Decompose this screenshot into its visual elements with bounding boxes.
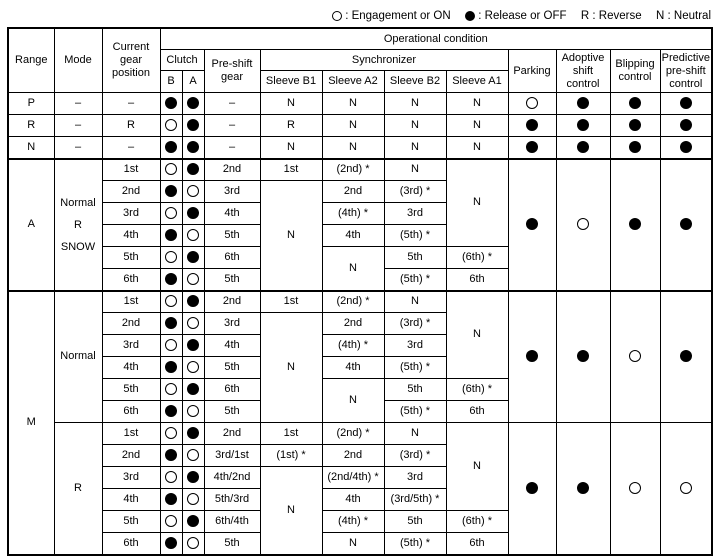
- filled-circle-icon: [165, 449, 177, 461]
- adaptive-cell: [556, 291, 610, 423]
- clutch-a-cell: [182, 291, 204, 313]
- preshift-cell: 5th: [204, 533, 260, 555]
- legend-reverse: R : Reverse: [580, 10, 642, 22]
- clutch-a-cell: [182, 357, 204, 379]
- open-circle-icon: [165, 119, 177, 131]
- sleeve-a2-cell: (2nd) *: [322, 159, 384, 181]
- clutch-a-cell: [182, 467, 204, 489]
- open-circle-icon: [187, 405, 199, 417]
- filled-circle-icon: [165, 185, 177, 197]
- sleeve-b2-cell: N: [384, 291, 446, 313]
- clutch-a-cell: [182, 445, 204, 467]
- open-circle-icon: [187, 361, 199, 373]
- sleeve-a1-cell: (6th) *: [446, 511, 508, 533]
- filled-circle-icon: [577, 119, 589, 131]
- header-predictive: Predictive pre-shift control: [660, 50, 712, 93]
- clutch-b-cell: [160, 203, 182, 225]
- clutch-b-cell: [160, 401, 182, 423]
- sleeve-a2-cell: N: [322, 379, 384, 423]
- clutch-b-cell: [160, 247, 182, 269]
- filled-circle-icon: [187, 383, 199, 395]
- filled-circle-icon: [187, 295, 199, 307]
- blipping-cell: [610, 137, 660, 159]
- preshift-cell: –: [204, 137, 260, 159]
- filled-circle-icon: [187, 339, 199, 351]
- filled-circle-icon: [526, 119, 538, 131]
- open-circle-icon: [165, 383, 177, 395]
- gear-cell: 1st: [102, 159, 160, 181]
- clutch-b-cell: [160, 511, 182, 533]
- blipping-cell: [610, 159, 660, 291]
- mode-cell: –: [54, 93, 102, 115]
- sleeve-b2-cell: (5th) *: [384, 357, 446, 379]
- clutch-a-cell: [182, 423, 204, 445]
- sleeve-a1-cell: 6th: [446, 269, 508, 291]
- header-sleeve-b2: Sleeve B2: [384, 71, 446, 93]
- gear-cell: 2nd: [102, 313, 160, 335]
- legend: [332, 8, 711, 24]
- sleeve-a2-cell: (2nd/4th) *: [322, 467, 384, 489]
- table-row: [8, 423, 712, 445]
- mode-cell: –: [54, 137, 102, 159]
- header-parking: Parking: [508, 50, 556, 93]
- filled-circle-icon: [577, 482, 589, 494]
- clutch-b-cell: [160, 489, 182, 511]
- filled-circle-icon: [680, 141, 692, 153]
- open-circle-icon: [187, 185, 199, 197]
- filled-circle-icon: [187, 207, 199, 219]
- sleeve-b2-cell: (3rd) *: [384, 445, 446, 467]
- table-row: [8, 291, 712, 313]
- sleeve-a2-cell: (4th) *: [322, 335, 384, 357]
- filled-circle-icon: [187, 427, 199, 439]
- clutch-b-cell: [160, 93, 182, 115]
- sleeve-b2-cell: N: [384, 93, 446, 115]
- header-mode: Mode: [54, 28, 102, 93]
- sleeve-a1-cell: N: [446, 291, 508, 379]
- range-cell: M: [8, 291, 54, 555]
- sleeve-a2-cell: (4th) *: [322, 511, 384, 533]
- clutch-a-cell: [182, 225, 204, 247]
- open-circle-icon: [629, 482, 641, 494]
- header-preshift: Pre-shift gear: [204, 50, 260, 93]
- sleeve-a1-cell: N: [446, 159, 508, 247]
- sleeve-b2-cell: (5th) *: [384, 533, 446, 555]
- clutch-a-cell: [182, 203, 204, 225]
- gear-cell: 1st: [102, 423, 160, 445]
- open-circle-icon: [165, 251, 177, 263]
- open-circle-icon: [187, 229, 199, 241]
- filled-circle-icon: [680, 97, 692, 109]
- mode-line: SNOW: [60, 240, 96, 253]
- preshift-cell: 6th: [204, 247, 260, 269]
- sleeve-a1-cell: N: [446, 137, 508, 159]
- header-sleeve-b1: Sleeve B1: [260, 71, 322, 93]
- filled-circle-icon: [629, 97, 641, 109]
- clutch-b-cell: [160, 159, 182, 181]
- header-clutch: Clutch: [160, 50, 204, 71]
- filled-circle-icon: [577, 141, 589, 153]
- sleeve-b2-cell: (3rd/5th) *: [384, 489, 446, 511]
- open-circle-icon: [680, 482, 692, 494]
- header-sleeve-a2: Sleeve A2: [322, 71, 384, 93]
- gear-cell: 4th: [102, 225, 160, 247]
- filled-circle-icon: [526, 350, 538, 362]
- blipping-cell: [610, 291, 660, 423]
- sleeve-a1-cell: N: [446, 93, 508, 115]
- preshift-cell: 3rd: [204, 313, 260, 335]
- open-circle-icon: [165, 471, 177, 483]
- sleeve-b1-cell: (1st) *: [260, 445, 322, 467]
- filled-circle-icon: [526, 218, 538, 230]
- predictive-cell: [660, 93, 712, 115]
- preshift-cell: 2nd: [204, 423, 260, 445]
- predictive-cell: [660, 291, 712, 423]
- filled-circle-icon: [629, 141, 641, 153]
- clutch-a-cell: [182, 159, 204, 181]
- sleeve-a1-cell: 6th: [446, 401, 508, 423]
- sleeve-a1-cell: N: [446, 423, 508, 511]
- legend-neutral: N : Neutral: [656, 10, 711, 22]
- clutch-a-cell: [182, 137, 204, 159]
- filled-circle-icon: [165, 361, 177, 373]
- sleeve-a2-cell: N: [322, 247, 384, 291]
- sleeve-a2-cell: (2nd) *: [322, 423, 384, 445]
- open-circle-icon: [165, 515, 177, 527]
- open-circle-icon: [187, 273, 199, 285]
- sleeve-b1-cell: R: [260, 115, 322, 137]
- mode-cell: R: [54, 423, 102, 555]
- clutch-b-cell: [160, 357, 182, 379]
- open-circle-icon: [187, 449, 199, 461]
- sleeve-b1-cell: 1st: [260, 423, 322, 445]
- clutch-a-cell: [182, 181, 204, 203]
- mode-cell: –: [54, 115, 102, 137]
- open-circle-icon: [165, 295, 177, 307]
- gear-cell: 5th: [102, 247, 160, 269]
- blipping-cell: [610, 115, 660, 137]
- filled-circle-icon: [187, 251, 199, 263]
- mode-cell: [54, 159, 102, 291]
- gear-cell: 5th: [102, 511, 160, 533]
- clutch-b-cell: [160, 335, 182, 357]
- sleeve-a1-cell: N: [446, 115, 508, 137]
- filled-circle-icon: [680, 350, 692, 362]
- preshift-cell: –: [204, 93, 260, 115]
- sleeve-b2-cell: N: [384, 159, 446, 181]
- preshift-cell: 4th/2nd: [204, 467, 260, 489]
- open-circle-icon: [629, 350, 641, 362]
- sleeve-b1-cell: N: [260, 137, 322, 159]
- sleeve-a2-cell: 4th: [322, 489, 384, 511]
- clutch-b-cell: [160, 225, 182, 247]
- clutch-a-cell: [182, 313, 204, 335]
- filled-circle-icon: [165, 317, 177, 329]
- table-row: [8, 159, 712, 181]
- preshift-cell: 5th/3rd: [204, 489, 260, 511]
- clutch-a-cell: [182, 247, 204, 269]
- predictive-cell: [660, 137, 712, 159]
- preshift-cell: 5th: [204, 357, 260, 379]
- clutch-b-cell: [160, 379, 182, 401]
- predictive-cell: [660, 423, 712, 555]
- sleeve-a2-cell: 2nd: [322, 181, 384, 203]
- sleeve-a2-cell: 2nd: [322, 445, 384, 467]
- open-circle-icon: [187, 317, 199, 329]
- clutch-a-cell: [182, 489, 204, 511]
- clutch-a-cell: [182, 379, 204, 401]
- clutch-b-cell: [160, 423, 182, 445]
- sleeve-b2-cell: (5th) *: [384, 401, 446, 423]
- sleeve-a2-cell: 2nd: [322, 313, 384, 335]
- mode-line: R: [74, 218, 82, 231]
- header-adaptive: Adoptive shift control: [556, 50, 610, 93]
- gear-cell: –: [102, 93, 160, 115]
- preshift-cell: 5th: [204, 269, 260, 291]
- blipping-cell: [610, 423, 660, 555]
- sleeve-a2-cell: N: [322, 137, 384, 159]
- sleeve-b2-cell: N: [384, 115, 446, 137]
- preshift-cell: 3rd: [204, 181, 260, 203]
- sleeve-b1-cell: 1st: [260, 159, 322, 181]
- table-row: [8, 137, 712, 159]
- sleeve-a2-cell: N: [322, 533, 384, 555]
- sleeve-a2-cell: N: [322, 93, 384, 115]
- sleeve-a1-cell: (6th) *: [446, 379, 508, 401]
- filled-circle-icon: [629, 119, 641, 131]
- header-range: Range: [8, 28, 54, 93]
- clutch-b-cell: [160, 533, 182, 555]
- legend-filled-label: : Release or OFF: [478, 10, 567, 22]
- filled-circle-icon: [465, 11, 475, 21]
- sleeve-a2-cell: 4th: [322, 225, 384, 247]
- open-circle-icon: [187, 537, 199, 549]
- gear-cell: 1st: [102, 291, 160, 313]
- preshift-cell: 5th: [204, 401, 260, 423]
- sleeve-b1-cell: N: [260, 467, 322, 555]
- sleeve-b2-cell: N: [384, 423, 446, 445]
- blipping-cell: [610, 93, 660, 115]
- filled-circle-icon: [165, 141, 177, 153]
- sleeve-a2-cell: (4th) *: [322, 203, 384, 225]
- gear-cell: 3rd: [102, 467, 160, 489]
- clutch-a-cell: [182, 511, 204, 533]
- open-circle-icon: [165, 163, 177, 175]
- preshift-cell: 3rd/1st: [204, 445, 260, 467]
- gear-cell: 4th: [102, 357, 160, 379]
- parking-cell: [508, 423, 556, 555]
- filled-circle-icon: [187, 163, 199, 175]
- sleeve-b2-cell: 3rd: [384, 335, 446, 357]
- sleeve-a2-cell: N: [322, 115, 384, 137]
- open-circle-icon: [332, 11, 342, 21]
- filled-circle-icon: [526, 141, 538, 153]
- clutch-a-cell: [182, 115, 204, 137]
- filled-circle-icon: [526, 482, 538, 494]
- preshift-cell: 2nd: [204, 159, 260, 181]
- gear-cell: 2nd: [102, 445, 160, 467]
- parking-cell: [508, 137, 556, 159]
- sleeve-a2-cell: 4th: [322, 357, 384, 379]
- filled-circle-icon: [187, 97, 199, 109]
- range-cell: R: [8, 115, 54, 137]
- sleeve-b2-cell: 3rd: [384, 467, 446, 489]
- gear-cell: 3rd: [102, 203, 160, 225]
- header-synchronizer: Synchronizer: [260, 50, 508, 71]
- filled-circle-icon: [165, 537, 177, 549]
- filled-circle-icon: [187, 471, 199, 483]
- sleeve-a2-cell: (2nd) *: [322, 291, 384, 313]
- sleeve-b2-cell: (5th) *: [384, 225, 446, 247]
- header-operational-condition: Operational condition: [160, 28, 712, 50]
- sleeve-b2-cell: 5th: [384, 379, 446, 401]
- mode-line: Normal: [60, 196, 96, 209]
- parking-cell: [508, 291, 556, 423]
- clutch-b-cell: [160, 291, 182, 313]
- clutch-b-cell: [160, 137, 182, 159]
- clutch-a-cell: [182, 269, 204, 291]
- gear-cell: –: [102, 137, 160, 159]
- preshift-cell: 6th/4th: [204, 511, 260, 533]
- filled-circle-icon: [187, 515, 199, 527]
- sleeve-b1-cell: 1st: [260, 291, 322, 313]
- sleeve-b2-cell: 5th: [384, 247, 446, 269]
- clutch-a-cell: [182, 93, 204, 115]
- clutch-b-cell: [160, 313, 182, 335]
- parking-cell: [508, 159, 556, 291]
- range-cell: A: [8, 159, 54, 291]
- clutch-b-cell: [160, 181, 182, 203]
- preshift-cell: 5th: [204, 225, 260, 247]
- open-circle-icon: [165, 427, 177, 439]
- sleeve-b1-cell: N: [260, 93, 322, 115]
- sleeve-b2-cell: (5th) *: [384, 269, 446, 291]
- gear-cell: 6th: [102, 269, 160, 291]
- sleeve-a1-cell: 6th: [446, 533, 508, 555]
- range-cell: N: [8, 137, 54, 159]
- filled-circle-icon: [165, 97, 177, 109]
- header-sleeve-a1: Sleeve A1: [446, 71, 508, 93]
- open-circle-icon: [526, 97, 538, 109]
- clutch-b-cell: [160, 445, 182, 467]
- adaptive-cell: [556, 423, 610, 555]
- sleeve-b1-cell: N: [260, 181, 322, 291]
- filled-circle-icon: [165, 229, 177, 241]
- table-row: [8, 93, 712, 115]
- parking-cell: [508, 115, 556, 137]
- adaptive-cell: [556, 93, 610, 115]
- gear-cell: R: [102, 115, 160, 137]
- adaptive-cell: [556, 159, 610, 291]
- filled-circle-icon: [187, 119, 199, 131]
- header-current-gear: Current gear position: [102, 28, 160, 93]
- adaptive-cell: [556, 137, 610, 159]
- adaptive-cell: [556, 115, 610, 137]
- open-circle-icon: [577, 218, 589, 230]
- sleeve-b2-cell: 3rd: [384, 203, 446, 225]
- open-circle-icon: [187, 493, 199, 505]
- operation-table: [7, 27, 713, 556]
- parking-cell: [508, 93, 556, 115]
- gear-cell: 6th: [102, 533, 160, 555]
- header-clutch-a: A: [182, 71, 204, 93]
- filled-circle-icon: [187, 141, 199, 153]
- header-blipping: Blipping control: [610, 50, 660, 93]
- sleeve-b2-cell: (3rd) *: [384, 313, 446, 335]
- filled-circle-icon: [165, 273, 177, 285]
- sleeve-b2-cell: (3rd) *: [384, 181, 446, 203]
- preshift-cell: 4th: [204, 203, 260, 225]
- clutch-b-cell: [160, 115, 182, 137]
- filled-circle-icon: [680, 119, 692, 131]
- filled-circle-icon: [680, 218, 692, 230]
- header-clutch-b: B: [160, 71, 182, 93]
- clutch-b-cell: [160, 269, 182, 291]
- gear-cell: 6th: [102, 401, 160, 423]
- table-row: [8, 115, 712, 137]
- preshift-cell: –: [204, 115, 260, 137]
- filled-circle-icon: [629, 218, 641, 230]
- clutch-a-cell: [182, 401, 204, 423]
- preshift-cell: 4th: [204, 335, 260, 357]
- clutch-a-cell: [182, 335, 204, 357]
- sleeve-b2-cell: 5th: [384, 511, 446, 533]
- sleeve-b2-cell: N: [384, 137, 446, 159]
- open-circle-icon: [165, 339, 177, 351]
- clutch-a-cell: [182, 533, 204, 555]
- filled-circle-icon: [165, 405, 177, 417]
- mode-cell: Normal: [54, 291, 102, 423]
- filled-circle-icon: [577, 97, 589, 109]
- gear-cell: 4th: [102, 489, 160, 511]
- sleeve-b1-cell: N: [260, 313, 322, 423]
- range-cell: P: [8, 93, 54, 115]
- clutch-b-cell: [160, 467, 182, 489]
- preshift-cell: 2nd: [204, 291, 260, 313]
- predictive-cell: [660, 159, 712, 291]
- open-circle-icon: [165, 207, 177, 219]
- filled-circle-icon: [577, 350, 589, 362]
- legend-open-label: : Engagement or ON: [345, 10, 451, 22]
- filled-circle-icon: [165, 493, 177, 505]
- sleeve-a1-cell: (6th) *: [446, 247, 508, 269]
- gear-cell: 2nd: [102, 181, 160, 203]
- gear-cell: 5th: [102, 379, 160, 401]
- preshift-cell: 6th: [204, 379, 260, 401]
- gear-cell: 3rd: [102, 335, 160, 357]
- predictive-cell: [660, 115, 712, 137]
